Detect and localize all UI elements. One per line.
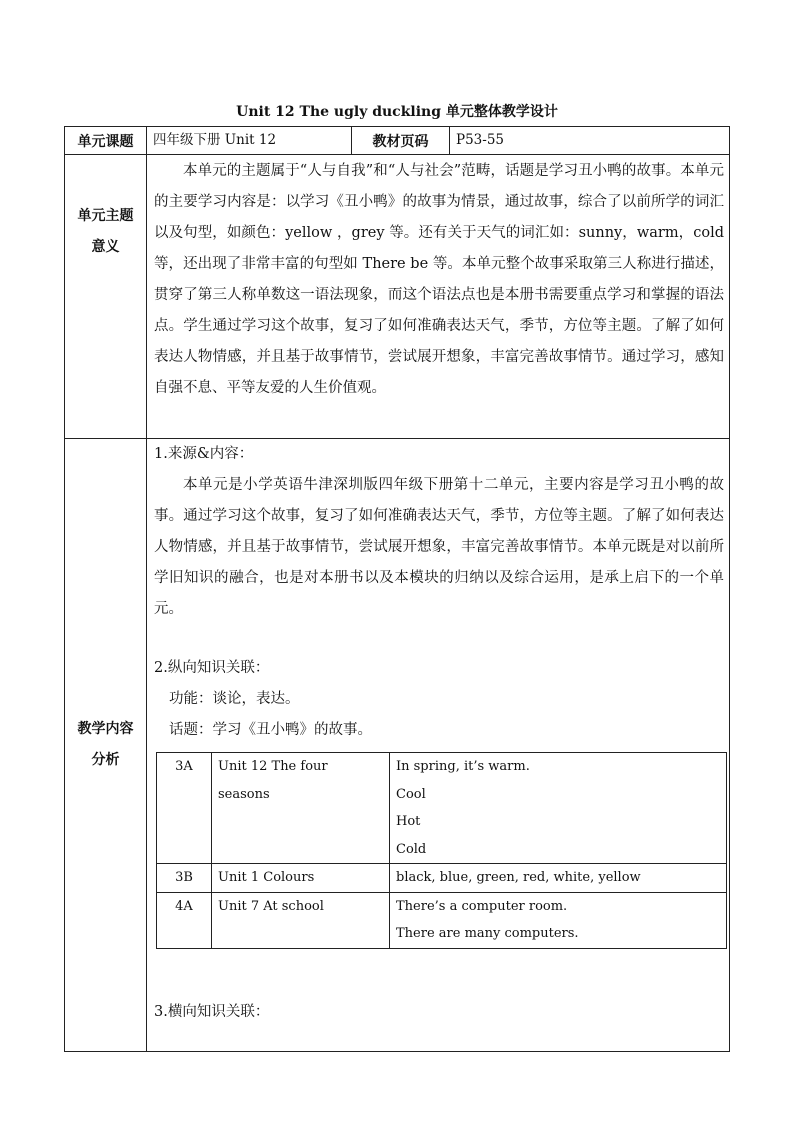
analysis-label-line1: 教学内容 <box>77 721 134 737</box>
theme-label-line2: 意义 <box>91 239 120 255</box>
unit-topic-value: 四年级下册 Unit 12 <box>147 127 352 155</box>
header-row <box>65 127 730 155</box>
unit-topic-label: 单元课题 <box>65 127 147 155</box>
grade-cell: 4A <box>157 892 212 948</box>
content-line: In spring, it’s warm. <box>396 759 530 774</box>
content-cell <box>390 753 727 864</box>
content-line: Cool <box>396 786 426 802</box>
theme-label-line1: 单元主题 <box>77 208 134 224</box>
analysis-label-cell <box>65 439 147 1052</box>
theme-text: 本单元的主题属于“人与自我”和“人与社会”范畴，话题是学习丑小鸭的故事。本单元的主要学习内容是：以学习《丑小鸭》的故事为情景，通过故事，综合了以前所学的词汇以及句型，如颜色：yellow ，grey 等。还有关于天气的词汇如：sunny，warm，cold 等，还出现了非常丰富的句型如 There be 等。本单元整个故事采取第三人称进行描述，贯穿了第三人称单数这一语法现象，而这个语法点也是本册书需要重点学习和掌握的语法点。学生通过学习这个故事，复习了如何准确表达天气，季节，方位等主题。了解了如何表达人物情感，并且基于故事情节，尝试展开想象，丰富完善故事情节。通过学习，感知自强不息、平等友爱的人生价值观。 <box>154 163 724 396</box>
textbook-page-label: 教材页码 <box>352 127 450 155</box>
unit-cell: Unit 7 At school <box>212 892 390 948</box>
section2-heading: 2.纵向知识关联： <box>154 660 270 676</box>
analysis-label-line2: 分析 <box>91 752 120 768</box>
knowledge-table <box>156 752 727 949</box>
content-cell <box>390 864 727 893</box>
content-line: There’s a computer room. <box>396 898 568 914</box>
grade-cell: 3A <box>157 753 212 864</box>
lesson-design-table <box>64 126 730 1052</box>
content-line: black, blue, green, red, white, yellow <box>396 870 641 885</box>
content-line: Hot <box>396 814 421 829</box>
content-cell <box>390 892 727 948</box>
theme-label-cell <box>65 155 147 439</box>
page-title: Unit 12 The ugly duckling 单元整体教学设计 <box>236 104 558 120</box>
theme-row <box>65 155 730 439</box>
content-line: Cold <box>396 841 427 857</box>
grade-cell: 3B <box>157 864 212 893</box>
unit-cell: Unit 1 Colours <box>212 864 390 893</box>
section1-text: 本单元是小学英语牛津深圳版四年级下册第十二单元，主要内容是学习丑小鸭的故事。通过学习这个故事，复习了如何准确表达天气，季节，方位等主题。了解了如何表达人物情感，并且基于故事情节，尝试展开想象，丰富完善故事情节。本单元既是对以前所学旧知识的融合，也是对本册书以及本模块的归纳以及综合运用，是承上启下的一个单元。 <box>154 477 724 617</box>
table-row <box>157 753 727 864</box>
analysis-content-cell <box>147 439 730 1052</box>
unit-cell: Unit 12 The four seasons <box>212 753 390 864</box>
section3-heading: 3.横向知识关联： <box>154 1003 270 1020</box>
analysis-row <box>65 439 730 1052</box>
table-row <box>157 892 727 948</box>
section2-topic: 话题：学习《丑小鸭》的故事。 <box>169 722 372 738</box>
theme-content-cell <box>147 155 730 439</box>
textbook-page-value: P53-55 <box>450 127 730 155</box>
content-line: There are many computers. <box>396 926 579 941</box>
section1-heading: 1.来源&内容： <box>154 446 254 462</box>
table-row <box>157 864 727 893</box>
section2-function: 功能：谈论，表达。 <box>169 691 300 707</box>
